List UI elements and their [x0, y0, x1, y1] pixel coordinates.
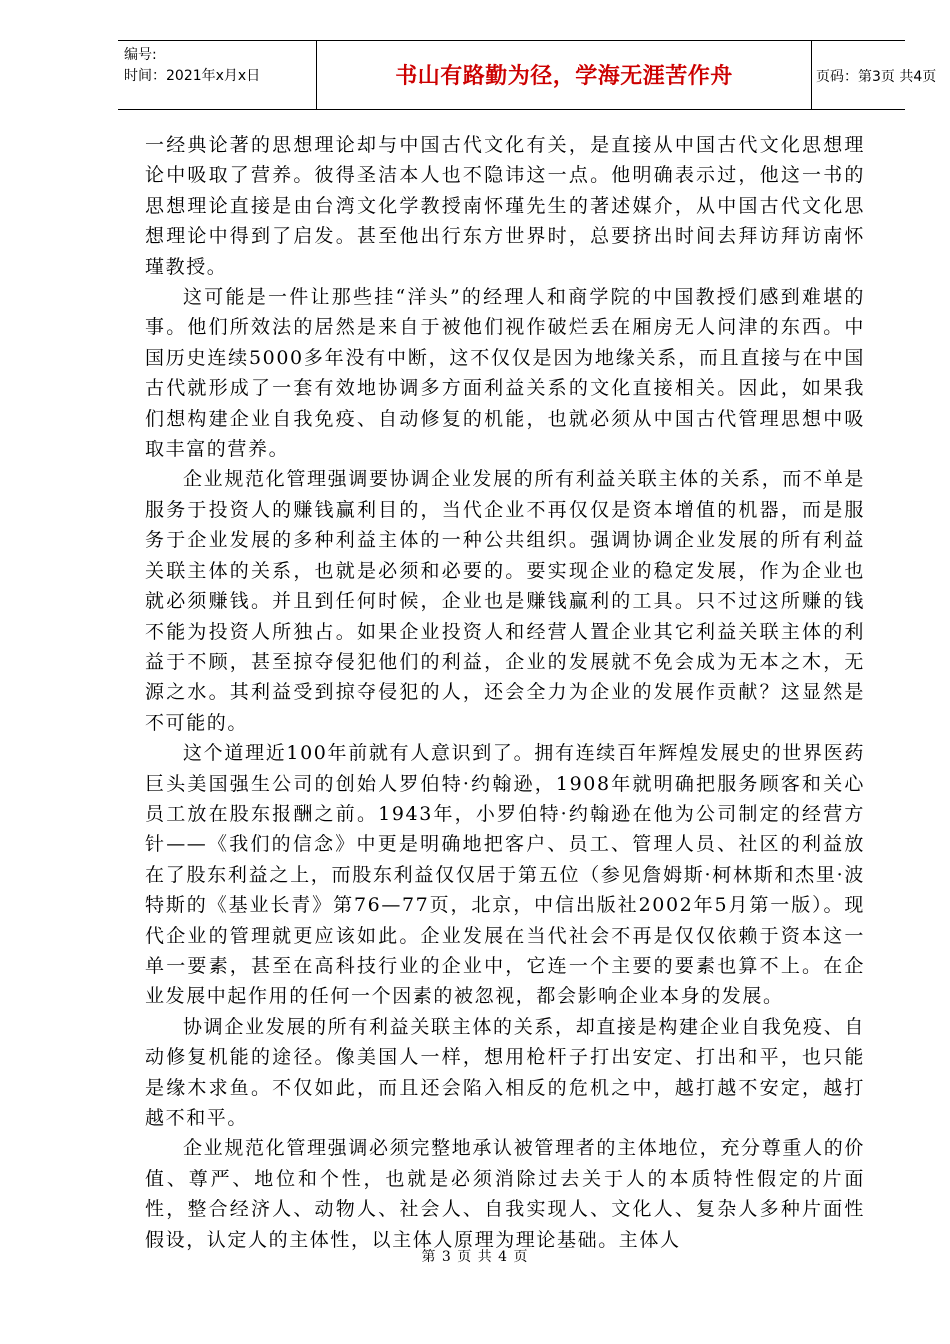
header-page-number: 页码：第3页 共4页 [816, 69, 937, 85]
paragraph: 企业规范化管理强调要协调企业发展的所有利益关联主体的关系，而不单是服务于投资人的赚钱赢利目的，当代企业不再仅仅是资本增值的机器，而是服务于企业发展的多种利益主体的一种公共组织。强调协调企业发展的所有利益关联主体的关系，也就是必须和必要的。要实现企业的稳定发展，作为企业也就必须赚钱。并且到任何时候，企业也是赚钱赢利的工具。只不过这所赚的钱不能为投资人所独占。如果企业投资人和经营人置企业其它利益关联主体的利益于不顾，甚至掠夺侵犯他们的利益，企业的发展就不免会成为无本之木，无源之水。其利益受到掠夺侵犯的人，还会全力为企业的发展作贡献？这显然是不可能的。 [145, 468, 865, 734]
paragraph: 一经典论著的思想理论却与中国古代文化有关，是直接从中国古代文化思想理论中吸取了营养。彼得圣洁本人也不隐讳这一点。他明确表示过，他这一书的思想理论直接是由台湾文化学教授南怀瑾先生的著述媒介，从中国古代文化思想理论中得到了启发。甚至他出行东方世界时，总要挤出时间去拜访拜访南怀瑾教授。 [145, 134, 865, 278]
paragraph: 企业规范化管理强调必须完整地承认被管理者的主体地位，充分尊重人的价值、尊严、地位和个性，也就是必须消除过去关于人的本质特性假定的片面性，整合经济人、动物人、社会人、自我实现人、文化人、复杂人多种片面性假设，认定人的主体性，以主体人原理为理论基础。主体人 [145, 1137, 865, 1251]
header-motto-cell [316, 41, 812, 109]
page-header [118, 40, 937, 110]
document-body [145, 130, 865, 1255]
document-time-label: 时间：2021年x月x日 [124, 68, 261, 84]
header-motto: 书山有路勤为径，学海无涯苦作舟 [395, 64, 733, 89]
paragraph: 协调企业发展的所有利益关联主体的关系，却直接是构建企业自我免疫、自动修复机能的途径。像美国人一样，想用枪杆子打出安定、打出和平，也只能是缘木求鱼。不仅如此，而且还会陷入相反的危机之中，越打越不安定，越打越不和平。 [145, 1015, 865, 1129]
header-info [118, 41, 316, 109]
paragraph: 这个道理近100年前就有人意识到了。拥有连续百年辉煌发展史的世界医药巨头美国强生公司的创始人罗伯特·约翰逊，1908年就明确把服务顾客和关心员工放在股东报酬之前。1943年，小罗伯特·约翰逊在他为公司制定的经营方针——《我们的信念》中更是明确地把客户、员工、管理人员、社区的利益放在了股东利益之上，而股东利益仅仅居于第五位（参见詹姆斯·柯林斯和杰里·波特斯的《基业长青》第76—77页，北京，中信出版社2002年5月第一版）。现代企业的管理就更应该如此。企业发展在当代社会不再是仅仅依赖于资本这一单一要素，甚至在高科技行业的企业中，它连一个主要的要素也算不上。在企业发展中起作用的任何一个因素的被忽视，都会影响企业本身的发展。 [145, 742, 865, 1008]
header-page-cell [810, 41, 937, 109]
paragraph: 这可能是一件让那些挂“洋头”的经理人和商学院的中国教授们感到难堪的事。他们所效法的居然是来自于被他们视作破烂丢在厢房无人问津的东西。中国历史连续5000多年没有中断，这不仅仅是因为地缘关系，而且直接与在中国古代就形成了一套有效地协调多方面利益关系的文化直接相关。因此，如果我们想构建企业自我免疫、自动修复的机能，也就必须从中国古代管理思想中吸取丰富的营养。 [145, 286, 865, 461]
document-number-label: 编号: [124, 47, 157, 63]
page-footer: 第 3 页 共 4 页 [421, 1249, 529, 1265]
